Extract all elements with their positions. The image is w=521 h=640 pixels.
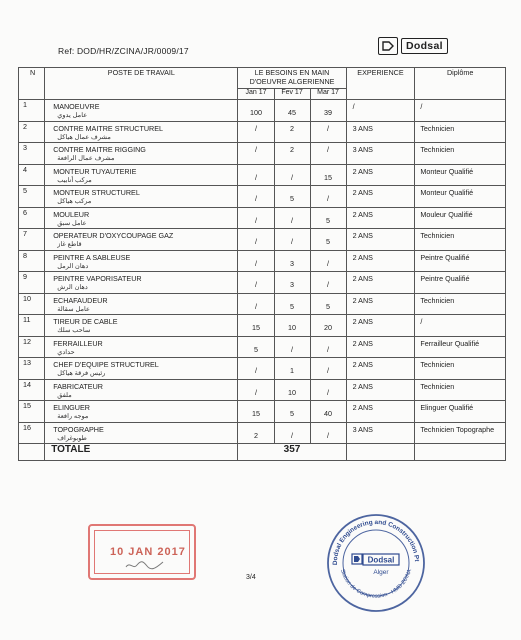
total-value: 357 [238,444,346,461]
fev-cell [274,401,310,423]
diplome-cell [415,379,506,401]
poste-fr: PEINTRE A SABLEUSE [53,252,131,262]
poste-fr: ECHAFAUDEUR [53,295,108,305]
jan-cell [238,229,274,251]
jan-value: / [254,145,257,154]
table-row [19,250,506,272]
mar-value: / [327,344,330,354]
poste-ar: دهان الرمل [57,262,89,270]
jan-value: 5 [253,344,258,354]
total-label: TOTALE [45,444,238,461]
mar-cell [310,186,346,208]
fev-value: 1 [290,366,295,375]
experience-value: 3 ANS [352,424,373,434]
experience-cell [346,358,415,380]
diplome-cell [415,293,506,315]
jan-value: / [254,387,257,397]
mar-value: 39 [324,108,333,117]
diplome-cell [415,164,506,186]
fev-value: 2 [290,123,295,133]
fev-cell [274,336,310,358]
diplome-value: Peintre Qualifié [420,274,470,283]
jan-cell [238,186,274,208]
fev-value: 5 [290,409,295,418]
table-row [19,293,506,315]
mar-value: 20 [324,323,333,332]
header-diplome: Diplôme [415,68,506,100]
table-row [19,186,506,208]
poste-cell [45,315,238,337]
fev-cell [274,293,310,315]
fev-value: 3 [290,258,295,268]
header-month-fev: Fev 17 [274,89,310,100]
poste-fr: MONTEUR STRUCTUREL [53,188,140,197]
mar-cell [310,100,346,122]
experience-cell [346,100,415,122]
experience-value: / [352,102,355,111]
poste-ar: دهان الرش [57,284,88,291]
diplome-cell [415,143,506,165]
table-row [19,422,506,444]
experience-cell [346,121,415,143]
poste-cell [45,143,238,165]
mar-cell [310,121,346,143]
poste-fr: CHEF D'EQUIPE STRUCTUREL [53,360,159,369]
poste-ar: ساحب سلك [57,327,91,334]
experience-cell [346,229,415,251]
mar-value: / [327,387,330,397]
table-row [19,143,506,165]
total-row [19,444,506,461]
diplome-cell [415,121,506,143]
jan-cell [238,293,274,315]
experience-value: 2 ANS [352,166,373,176]
diplome-value: Monteur Qualifié [420,166,474,176]
logo-name: Dodsal [401,38,448,54]
fev-cell [274,186,310,208]
dodsal-logo [378,36,470,56]
experience-value: 2 ANS [352,252,373,262]
jan-value: / [254,237,257,246]
mar-value: 40 [324,409,333,418]
table-row [19,336,506,358]
header-n: N [19,68,45,100]
fev-cell [274,272,310,294]
diplome-cell [415,422,506,444]
jan-value: / [254,280,257,289]
stamp-date: 10 JAN 2017 [110,546,186,558]
jan-cell [238,422,274,444]
experience-value: 2 ANS [352,274,373,283]
poste-cell [45,422,238,444]
fev-cell [274,250,310,272]
table-row [19,229,506,251]
diplome-cell [415,229,506,251]
experience-cell [346,401,415,423]
fev-cell [274,121,310,143]
diplome-value: Elinguer Qualifié [420,403,474,412]
experience-value: 2 ANS [352,295,373,305]
row-number: 2 [19,121,45,143]
fev-cell [274,100,310,122]
page-number: 3/4 [246,574,256,581]
jan-value: / [254,366,257,375]
fev-cell [274,207,310,229]
seal-station-text: Station de Compression - HMD ZCINA [338,568,414,600]
diplome-cell [415,315,506,337]
poste-fr: FERRAILLEUR [53,338,103,348]
jan-cell [238,143,274,165]
jan-value: / [254,301,257,311]
jan-value: 15 [251,409,260,418]
diplome-value: / [420,102,423,111]
row-number: 6 [19,207,45,229]
row-number: 11 [19,315,45,337]
poste-ar: عامل يدوي [57,112,88,119]
table-row [19,207,506,229]
experience-cell [346,293,415,315]
mar-cell [310,272,346,294]
fev-cell [274,315,310,337]
jan-value: / [254,123,257,133]
fev-value: 2 [290,145,295,154]
poste-cell [45,336,238,358]
row-number: 16 [19,422,45,444]
row-number: 9 [19,272,45,294]
jan-cell [238,250,274,272]
diplome-value: Technicien [420,231,455,240]
poste-cell [45,379,238,401]
experience-value: 2 ANS [352,209,373,219]
header-besoins: LE BESOINS EN MAIN D'OEUVRE ALGERIENNE [238,68,346,89]
table-row [19,379,506,401]
jan-cell [238,272,274,294]
fev-cell [274,358,310,380]
jan-value: 2 [253,430,258,440]
jan-value: / [254,258,257,268]
diplome-cell [415,272,506,294]
signature-icon [125,559,165,571]
fev-value: 5 [290,194,295,203]
poste-cell [45,358,238,380]
fev-value: 45 [288,108,297,117]
poste-cell [45,293,238,315]
mar-cell [310,250,346,272]
jan-cell [238,315,274,337]
jan-cell [238,207,274,229]
poste-cell [45,121,238,143]
jan-cell [238,401,274,423]
diplome-cell [415,207,506,229]
table-row [19,358,506,380]
experience-value: 2 ANS [352,338,373,348]
header-poste: POSTE DE TRAVAIL [45,68,238,100]
row-number: 10 [19,293,45,315]
poste-cell [45,401,238,423]
diplome-value: Technicien [420,360,455,369]
poste-ar: عامل سقالة [57,305,90,313]
poste-ar: حدادي [57,348,75,356]
poste-fr: TIREUR DE CABLE [53,317,118,326]
row-number: 3 [19,143,45,165]
experience-value: 3 ANS [352,145,373,154]
jan-value: / [254,172,257,182]
mar-value: 15 [324,172,333,182]
row-number: 12 [19,336,45,358]
poste-fr: PEINTRE VAPORISATEUR [53,274,142,283]
header-month-mar: Mar 17 [310,89,346,100]
row-number: 5 [19,186,45,208]
mar-value: 5 [326,215,331,225]
jan-value: 15 [251,323,260,332]
fev-value: 5 [290,301,295,311]
experience-value: 2 ANS [352,403,373,412]
mar-cell [310,164,346,186]
mar-value: / [327,258,330,268]
experience-cell [346,379,415,401]
jan-cell [238,121,274,143]
jan-value: 100 [249,108,262,117]
mar-cell [310,293,346,315]
experience-cell [346,250,415,272]
total-exp-cell [346,444,415,461]
mar-cell [310,358,346,380]
row-number: 13 [19,358,45,380]
experience-cell [346,207,415,229]
diplome-value: Ferrailleur Qualifié [420,338,480,348]
table-row [19,164,506,186]
mar-cell [310,336,346,358]
poste-cell [45,100,238,122]
jan-cell [238,100,274,122]
poste-cell [45,229,238,251]
diplome-value: Technicien [420,295,455,305]
diplome-cell [415,186,506,208]
experience-value: 2 ANS [352,360,373,369]
fev-cell [274,379,310,401]
poste-ar: ملفق [57,391,72,399]
mar-value: / [327,194,330,203]
diplome-value: / [420,317,423,326]
mar-value: / [327,280,330,289]
mar-cell [310,401,346,423]
header-experience: EXPERIENCE [346,68,415,100]
diplome-value: Peintre Qualifié [420,252,470,262]
mar-cell [310,379,346,401]
jan-cell [238,379,274,401]
fev-cell [274,422,310,444]
jan-value: / [254,194,257,203]
experience-value: 2 ANS [352,188,373,197]
experience-cell [346,336,415,358]
poste-ar: موجه رافعة [57,413,89,420]
poste-ar: طوبوغراف [57,434,87,442]
header-month-jan: Jan 17 [238,89,274,100]
mar-value: 5 [326,237,331,246]
mar-cell [310,143,346,165]
experience-cell [346,272,415,294]
fev-value: / [291,430,294,440]
table-body [19,100,506,444]
fev-value: / [291,237,294,246]
experience-cell [346,186,415,208]
seal-city-text: Alger [373,569,389,576]
fev-value: / [291,215,294,225]
poste-fr: TOPOGRAPHE [53,424,104,434]
poste-fr: CONTRE MAITRE STRUCTUREL [53,123,164,133]
fev-cell [274,229,310,251]
row-number: 8 [19,250,45,272]
poste-fr: CONTRE MAITRE RIGGING [53,145,146,154]
jan-cell [238,164,274,186]
poste-ar: مركب هياكل [57,198,92,205]
diplome-cell [415,401,506,423]
total-dip-cell [415,444,506,461]
poste-ar: عامل سبق [57,219,87,227]
diplome-value: Technicien [420,381,455,391]
diplome-value: Technicien [420,123,455,133]
fev-value: 10 [288,323,297,332]
table-row [19,100,506,122]
poste-fr: MONTEUR TUYAUTERIE [53,166,137,176]
row-number: 4 [19,164,45,186]
seal-brand-text: Dodsal [367,555,395,565]
mar-value: / [327,123,330,133]
mar-value: / [327,145,330,154]
poste-ar: مركب أنابيب [57,176,92,184]
poste-ar: مشرف عمال الرافعة [57,155,115,162]
table-row [19,121,506,143]
poste-fr: MOULEUR [53,209,90,219]
poste-cell [45,250,238,272]
poste-fr: ELINGUER [53,403,90,412]
fev-value: 10 [288,387,297,397]
table-row [19,272,506,294]
experience-value: 2 ANS [352,381,373,391]
poste-fr: MANOEUVRE [53,102,100,111]
poste-ar: قاطع غاز [57,241,82,248]
diplome-cell [415,100,506,122]
mar-cell [310,229,346,251]
row-number: 1 [19,100,45,122]
row-number: 14 [19,379,45,401]
mar-value: / [327,366,330,375]
jan-value: / [254,215,257,225]
fev-value: / [291,344,294,354]
fev-value: 3 [290,280,295,289]
mar-value: / [327,430,330,440]
experience-value: 2 ANS [352,231,373,240]
poste-ar: رئيس فرقة هياكل [57,370,106,377]
seal-company-text: Dodsal Engineering and Construction Pt [331,518,420,566]
row-number: 15 [19,401,45,423]
diplome-cell [415,250,506,272]
diplome-cell [415,358,506,380]
total-empty-cell [19,444,45,461]
manpower-table [18,67,506,461]
table-row [19,401,506,423]
diplome-cell [415,336,506,358]
mar-value: 5 [326,301,331,311]
reception-stamp [88,524,196,580]
logo-mark-icon [378,37,398,55]
diplome-value: Mouleur Qualifié [420,209,473,219]
experience-cell [346,315,415,337]
poste-fr: OPERATEUR D'OXYCOUPAGE GAZ [53,231,174,240]
poste-cell [45,186,238,208]
mar-cell [310,315,346,337]
row-number: 7 [19,229,45,251]
jan-cell [238,336,274,358]
experience-value: 3 ANS [352,123,373,133]
poste-fr: FABRICATEUR [53,381,103,391]
diplome-value: Technicien [420,145,455,154]
mar-cell [310,207,346,229]
diplome-value: Monteur Qualifié [420,188,474,197]
fev-cell [274,164,310,186]
reference-number: Ref: DOD/HR/ZCINA/JR/0009/17 [58,46,189,56]
poste-cell [45,164,238,186]
company-seal [325,512,427,614]
experience-cell [346,143,415,165]
experience-value: 2 ANS [352,317,373,326]
poste-cell [45,272,238,294]
poste-ar: مشرف عمال هياكل [57,133,111,141]
table-row [19,315,506,337]
poste-cell [45,207,238,229]
experience-cell [346,422,415,444]
jan-cell [238,358,274,380]
fev-value: / [291,172,294,182]
mar-cell [310,422,346,444]
diplome-value: Technicien Topographe [420,424,495,434]
fev-cell [274,143,310,165]
experience-cell [346,164,415,186]
